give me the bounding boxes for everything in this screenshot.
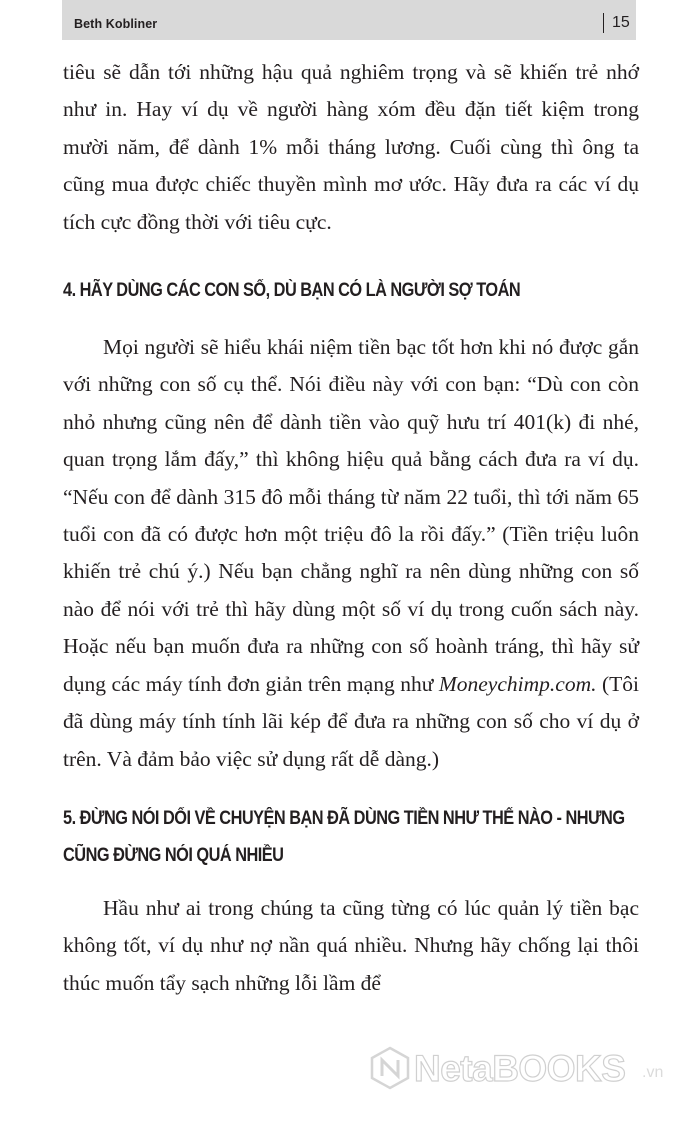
section-5-heading-line-1: 5. ĐỪNG NÓI DỐI VỀ CHUYỆN BẠN ĐÃ DÙNG TIỀN NHƯ THẾ NÀO - NHƯNG [63, 807, 625, 829]
section-5-heading-line-2: CŨNG ĐỪNG NÓI QUÁ NHIỀU [63, 844, 284, 866]
section-4-paragraph [63, 329, 639, 778]
section-4-text-before: Mọi người sẽ hiểu khái niệm tiền bạc tốt hơn khi nó được gắn với những con số cụ thể. Nói điều này với con bạn: “Dù con còn nhỏ nhưng cũng nên để dành tiền vào quỹ hưu trí 401(k) đi nhé, quan trọng lắm đấy,” thì không hiệu quả bằng cách đưa ra ví dụ. “Nếu con để dành 315 đô mỗi tháng từ năm 22 tuổi, thì tới năm 65 tuổi con đã có được hơn một triệu đô la rồi đấy.” (Tiền triệu luôn khiến trẻ chú ý.) Nếu bạn chẳng nghĩ ra nên dùng những con số nào để nói với trẻ thì hãy dùng một số ví dụ trong cuốn sách này. Hoặc nếu bạn muốn đưa ra những con số hoành tráng, thì hãy sử dụng các máy tính đơn giản trên mạng như [63, 335, 639, 696]
spacer [63, 874, 639, 890]
section-5-paragraph: Hầu như ai trong chúng ta cũng từng có lúc quản lý tiền bạc không tốt, ví dụ như nợ nần quá nhiều. Nhưng hãy chống lại thôi thúc muốn tẩy sạch những lỗi lầm để [63, 895, 639, 995]
moneychimp-reference: Moneychimp.com. [438, 671, 597, 696]
watermark-brand: NetaBOOKS [414, 1048, 626, 1089]
netabooks-watermark [370, 1042, 690, 1102]
book-logo-icon [370, 1046, 410, 1090]
intro-paragraph: tiêu sẽ dẫn tới những hậu quả nghiêm trọng và sẽ khiến trẻ nhớ như in. Hay ví dụ về người hàng xóm đều đặn tiết kiệm trong mười năm, để dành 1% mỗi tháng lương. Cuối cùng thì ông ta cũng mua được chiếc thuyền mình mơ ước. Hãy đưa ra các ví dụ tích cực đồng thời với tiêu cực. [63, 60, 639, 234]
section-4-text-after: (Tôi đã dùng máy tính tính lãi kép để đưa ra những con số cho ví dụ ở trên. Và đảm bảo việc sử dụng rất dễ dàng.) [63, 671, 639, 771]
running-header [62, 0, 636, 40]
header-divider [603, 13, 604, 33]
watermark-suffix: .vn [642, 1064, 664, 1081]
section-4-heading: 4. HÃY DÙNG CÁC CON SỐ, DÙ BẠN CÓ LÀ NGƯỜI SỢ TOÁN [63, 280, 521, 302]
header-author: Beth Kobliner [74, 17, 158, 31]
spacer [63, 241, 639, 272]
page-body [63, 54, 639, 1002]
page-number: 15 [612, 14, 630, 31]
spacer [63, 309, 639, 329]
spacer [63, 778, 639, 800]
